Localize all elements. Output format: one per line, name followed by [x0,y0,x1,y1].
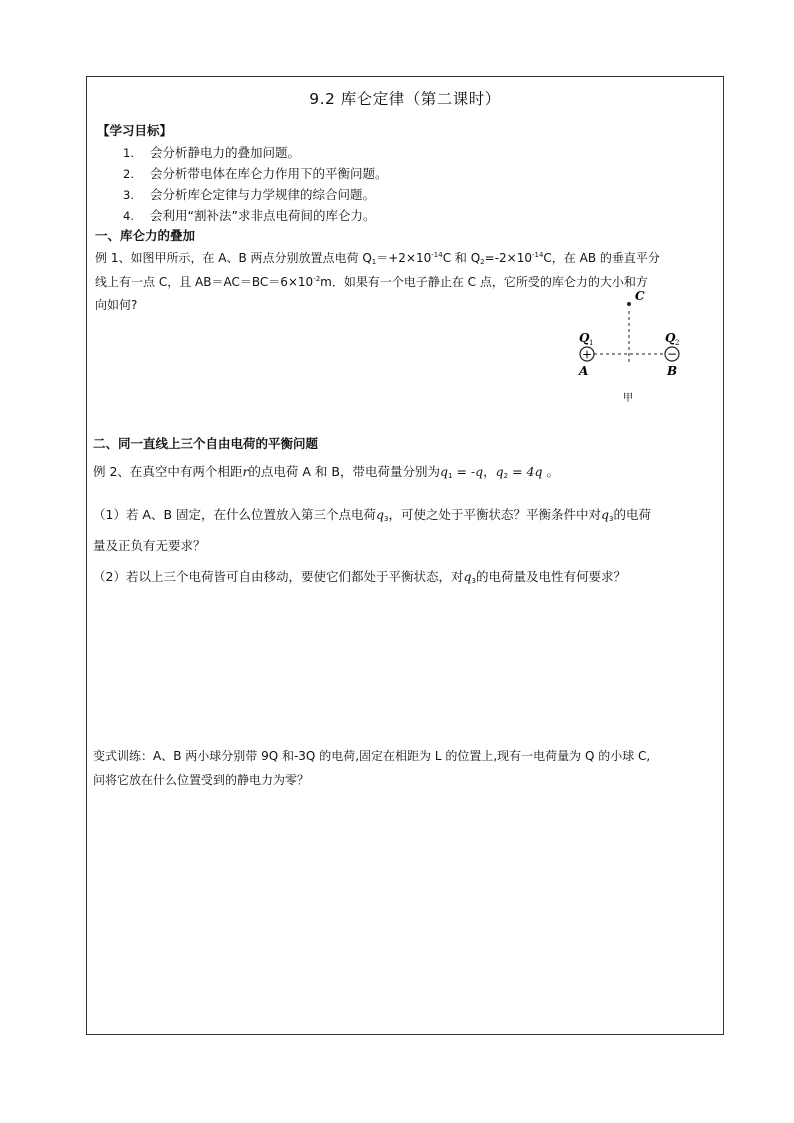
label-q1-sub: 1 [589,339,594,347]
section2-heading: 二、同一直线上三个自由电荷的平衡问题 [93,436,319,451]
objective-text: 会利用“割补法”求非点电荷间的库仑力。 [150,208,376,223]
point-c-dot [627,302,631,306]
label-c: C [635,289,645,303]
variant-line2: 问将它放在什么位置受到的静电力为零？ [93,773,310,787]
label-b: B [667,364,678,378]
label-q1: Q [579,331,590,345]
example1-line2: 线上有一点 C，且 $AB=AC=BC=6\times 10^{-2}m$．如果有一个电子静止在 C 点，它所受的库仑力的大小和方 [95,275,648,289]
label-q2-sub: 2 [675,339,680,347]
objective-text: 会分析库仑定律与力学规律的综合问题。 [150,187,376,202]
objective-number: 3. [123,188,134,202]
minus-sign: − [666,347,678,361]
example2-stem: 例 2、在真空中有两个相距r的点电荷 A 和 B，带电荷量分别为$q_1 = -q$，$q_2 = 4q$ 。 [93,464,559,480]
objective-number: 1. [123,146,134,160]
question2: （2）若以上三个电荷皆可自由移动，要使它们都处于平衡状态，对$q_3$的电荷量及电性有何要求？ [93,569,626,585]
plus-sign: + [581,347,593,362]
objective-item [123,187,376,203]
objective-number: 4. [123,209,134,223]
objective-item [123,166,388,182]
charge-diagram [571,287,691,405]
objective-item [123,145,301,161]
objectives-heading: 【学习目标】 [97,123,173,138]
page-title: 9.2 库仑定律（第二课时） [309,90,501,108]
objective-text: 会分析静电力的叠加问题。 [150,145,301,160]
example1-line3: 向如何? [95,298,138,312]
question1-line1: （1）若 A、B 固定，在什么位置放入第三个点电荷$q_3$，可使之处于平衡状态？平衡条件中对$q_3$的电荷 [93,507,652,523]
objective-number: 2. [123,167,134,181]
figure-caption: 甲 [623,393,633,404]
objective-text: 会分析带电体在库仑力作用下的平衡问题。 [150,166,388,181]
label-q2: Q [665,331,676,345]
label-a: A [579,364,589,378]
worksheet-frame [86,76,724,1035]
example1-line1: 例 1、如图甲所示，在 A、B 两点分别放置点电荷 $Q_1=+2\times 10^{-14}C$ 和 $Q_2=-2\times 10^{-14}C$，在 AB 的垂直平分 [95,251,660,266]
section1-heading: 一、库仑力的叠加 [95,228,196,243]
objective-item [123,208,376,224]
variant-line1: 变式训练：A、B 两小球分别带 9Q 和-3Q 的电荷,固定在相距为 L 的位置上,现有一电荷量为 Q 的小球 C, [93,749,651,763]
question1-line2: 量及正负有无要求？ [93,538,206,553]
